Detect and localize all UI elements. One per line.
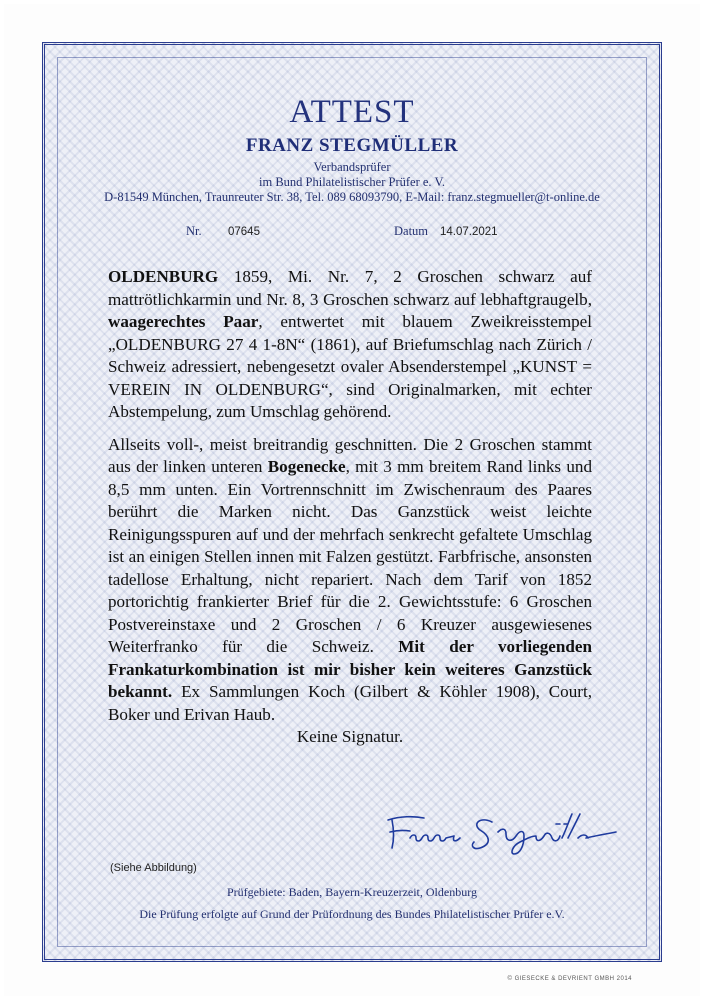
attest-title: ATTEST: [289, 94, 415, 130]
examination-areas: Prüfgebiete: Baden, Bayern-Kreuzerzeit, Oldenburg: [226, 885, 477, 899]
body-text: , mit 3 mm breitem Rand links und 8,5 mm unten. Ein Vortrennschnitt im Zwischenraum des Paares berührt die Marken nicht. Das Ganzstück weist leichte Reinigungsspuren auf und der mehrfach senkrecht gefaltete Umschlag ist an einigen Stellen innen mit Falzen gestützt. Farbfrische, ansonsten tadellose Erhaltung, nicht repariert. Nach dem Tarif von 1852 portorichtig frankierter Brief für die 2. Gewichtsstufe: 6 Groschen Postvereinstaxe und 2 Groschen / 6 Kreuzer ausgewiesenes Weiterfranko für die Schweiz.: [108, 457, 592, 656]
emphasis-text: waagerechtes Paar: [108, 312, 259, 331]
see-image-note: (Siehe Abbildung): [110, 862, 197, 874]
regulation-notice: Die Prüfung erfolgte auf Grund der Prüfordnung des Bundes Philatelistischer Prüfer e.V.: [139, 907, 565, 921]
emphasis-text: Mit der vorliegenden Frankaturkombination ist mir bisher kein weiteres Ganzstück bekannt.: [108, 637, 592, 701]
certificate-number: 07645: [228, 226, 260, 238]
date-label: Datum: [394, 224, 429, 238]
description-paragraph: [108, 266, 592, 424]
nr-label: Nr.: [186, 224, 202, 238]
association-line: im Bund Philatelistischer Prüfer e. V.: [259, 175, 445, 189]
contact-address: D-81549 München, Traunreuter Str. 38, Tel. 089 68093790, E-Mail: franz.stegmueller@t-online.de: [104, 190, 600, 204]
condition-paragraph: [108, 434, 592, 727]
printer-imprint: © GIESECKE & DEVRIENT GMBH 2014: [507, 976, 632, 982]
certificate-body: [108, 266, 592, 749]
body-text: 1859, Mi. Nr. 7, 2 Groschen schwarz auf mattrötlichkarmin und Nr. 8, 3 Groschen schwarz auf lebhaftgraugelb,: [108, 267, 592, 309]
body-text: , entwertet mit blauem Zweikreisstempel „OLDENBURG 27 4 1-8N“ (1861), auf Briefumschlag nach Zürich / Schweiz adressiert, nebengesetzt ovaler Absenderstempel „KUNST = VEREIN IN OLDENBURG“, sind Originalmarken, mit echter Abstempelung, zum Umschlag gehörend.: [108, 312, 592, 421]
emphasis-text: OLDENBURG: [108, 267, 219, 286]
certificate-date: 14.07.2021: [440, 226, 498, 238]
emphasis-text: Bogenecke: [267, 457, 346, 476]
examiner-name: FRANZ STEGMÜLLER: [245, 135, 459, 156]
body-text: Allseits voll-, meist breitrandig geschnitten. Die 2 Groschen stammt aus der linken unteren: [108, 434, 592, 476]
signature-note: Keine Signatur.: [296, 727, 404, 746]
handwritten-signature: [380, 808, 620, 858]
examiner-role: Verbandsprüfer: [313, 160, 391, 174]
body-text: Ex Sammlungen Koch (Gilbert & Köhler 1908), Court, Boker und Erivan Haub.: [108, 682, 592, 724]
